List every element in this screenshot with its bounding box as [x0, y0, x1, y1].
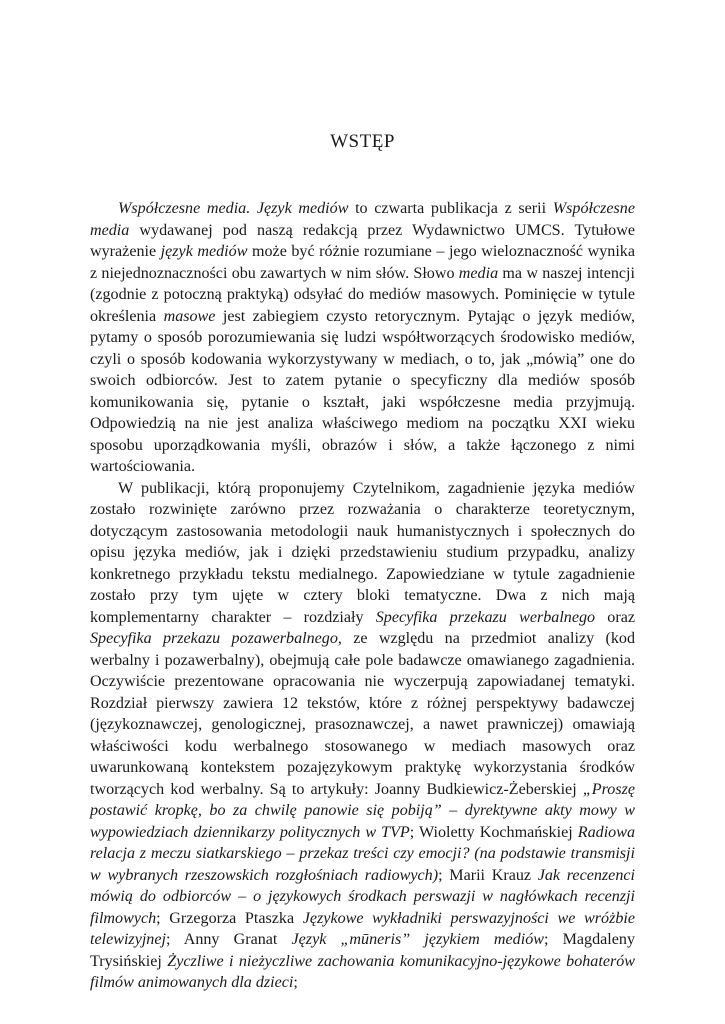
- text-run: ; Grzegorza Ptaszka: [156, 909, 303, 927]
- text-run: ;: [293, 974, 298, 991]
- text-run: ; Magdaleny Trysińskiej: [90, 931, 635, 970]
- text-run: Specyfika przekazu werbalnego: [375, 608, 596, 626]
- text-run: media: [458, 264, 499, 282]
- text-run: Współczesne media: [90, 200, 635, 239]
- text-run: Jak recenzenci mówią do odbiorców – o językowych środkach perswazji w nagłówkach recenzji filmowych: [90, 866, 635, 927]
- text-run: ; Anny Granat: [165, 931, 292, 948]
- text-run: język mediów: [160, 243, 248, 260]
- text-run: masowe: [163, 307, 216, 325]
- text-run: jest zabiegiem czysto retorycznym. Pytając o język mediów, pytamy o sposób porozumiewania się ludzi współtworzących środowisko mediów, czyli o sposób kodowania wykorzystywany w mediach, o to, jak „mówią” one do swoich odbiorców. Jest to zatem pytanie o specyficzny dla mediów sposób komunikowania się, pytanie o kształt, jaki współczesne media przyjmują. Odpowiedzią na nie jest analiza właściwego mediom na początku XXI wieku sposobu uporządkowania myśli, obrazów i słów, a także łączonego z nimi wartościowania.: [90, 307, 635, 475]
- text-run: Język „mūneris” językiem mediów: [291, 931, 544, 948]
- document-body: [90, 198, 635, 994]
- page-heading: WSTĘP: [330, 131, 395, 152]
- text-run: , ze względu na przedmiot analizy (kod werbalny i pozawerbalny), obejmują całe pole badawcze omawianego zagadnienia. Oczywiście prezentowane opracowania nie wyczerpują zapowiadanej tematyki. Rozdział pierwszy zawiera 12 tekstów, które z różnej perspektywy badawczej (językoznawczej, genologicznej, prasoznawczej, a nawet prawniczej) omawiają właściwości kodu werbalnego stosowanego w mediach masowych oraz uwarunkowaną kontekstem pozajęzykowym praktykę wykorzystania środków tworzących kod werbalny. Są to artykuły: Joanny Budkiewicz-Żeberskiej: [90, 630, 635, 798]
- paragraph-1: [90, 198, 635, 478]
- text-run: ma w naszej intencji (zgodnie z potoczną praktyką) odsyłać do mediów masowych. Pominięcie w tytule określenia: [90, 264, 635, 325]
- paragraph-2: [90, 478, 635, 994]
- text-run: ; Wioletty Kochmańskiej: [409, 823, 578, 841]
- text-run: „Proszę postawić kropkę, bo za chwilę panowie się pobiją” – dyrektywne akty mowy w wypowiedziach dziennikarzy politycznych w TVP: [90, 780, 635, 841]
- text-run: W publikacji, którą proponujemy Czytelnikom, zagadnienie języka mediów zostało rozwinięte zarówno przez rozważania o charakterze teoretycznym, dotyczącym zastosowania metodologii nauk humanistycznych i społecznych do opisu języka mediów, jak i dzięki przedstawieniu studium przypadku, analizy konkretnego przykładu tekstu medialnego. Zapowiedziane w tytule zagadnienie zostało przy tym ujęte w cztery bloki tematyczne. Dwa z nich mają komplementarny charakter – rozdziały: [90, 479, 635, 626]
- text-run: ; Marii Krauz: [438, 866, 538, 884]
- text-run: Radiowa relacja z meczu siatkarskiego – przekaz treści czy emocji? (na podstawie transmisji w wybranych rzeszowskich rozgłośniach radiowych): [90, 823, 635, 884]
- text-run: to czwarta publikacja z serii: [348, 200, 553, 217]
- text-run: oraz: [595, 608, 635, 626]
- text-run: wydawanej pod naszą redakcją przez Wydawnictwo UMCS. Tytułowe wyrażenie: [90, 221, 635, 260]
- text-run: Specyfika przekazu pozawerbalnego: [90, 630, 338, 647]
- text-run: może być różnie rozumiane – jego wieloznaczność wynika z niejednoznaczności obu zawartych w nim słów. Słowo: [90, 243, 635, 282]
- text-run: Współczesne media. Język mediów: [118, 200, 349, 217]
- text-run: Językowe wykładniki perswazyjności we wróżbie telewizyjnej: [90, 909, 636, 948]
- text-run: Życzliwe i nieżyczliwe zachowania komunikacyjno-językowe bohaterów filmów animowanych dla dzieci: [90, 952, 636, 991]
